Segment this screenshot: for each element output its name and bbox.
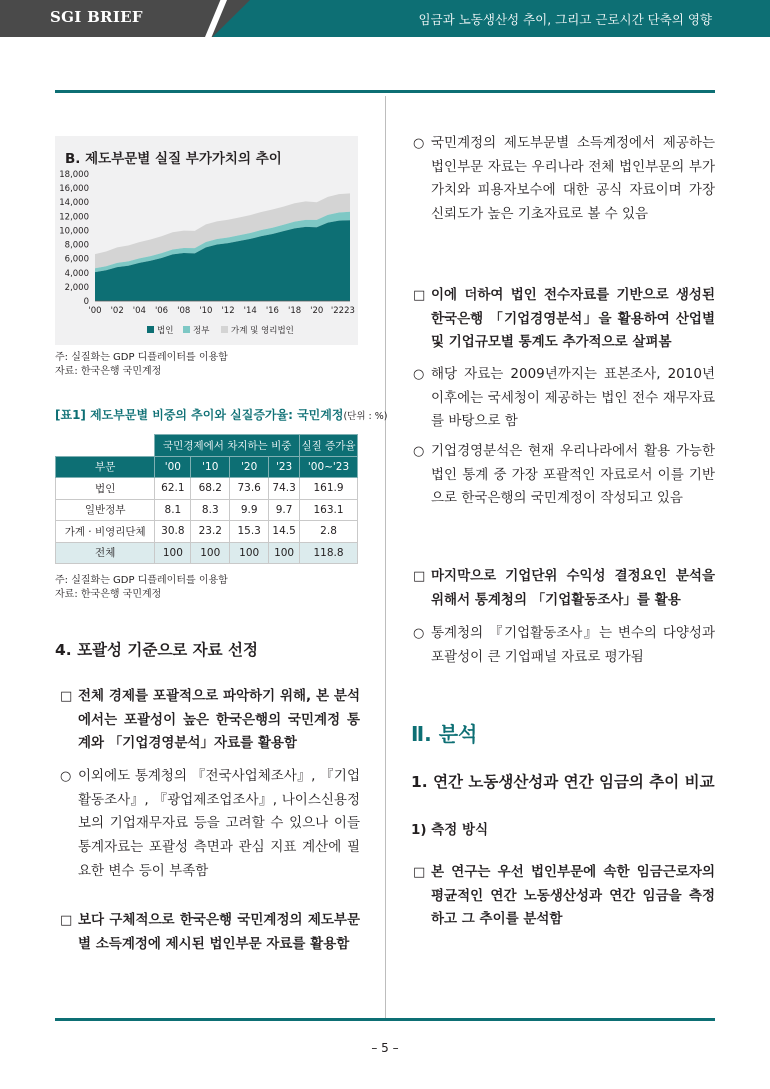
subsection-heading: 1) 측정 방식 [411,822,489,838]
table-cell: 100 [230,542,269,564]
top-rule [55,90,715,93]
table-cell: 100 [191,542,230,564]
legend-label: 법인 [157,326,174,336]
paragraph-text: 국민계정의 제도부문별 소득계정에서 제공하는 법인부문 자료는 우리나라 전체 법인부문의 부가가치와 피용자보수에 대한 공식 자료이며 가장 신뢰도가 높은 기초자료로 볼 수 있음 [431,135,715,223]
square-bullet-icon: □ [60,689,73,704]
square-bullet-icon: □ [413,569,426,584]
paragraph-text: 전체 경제를 포괄적으로 파악하기 위해, 본 분석에서는 포괄성이 높은 한국은행의 국민계정 통계와 「기업경영분석」자료를 활용함 [78,688,360,752]
table-cell: 74.3 [269,478,300,500]
table-title [55,406,388,423]
chapter-heading: Ⅱ. 분석 [411,722,478,746]
chart-title: B. 제도부문별 실질 부가가치의 추이 [65,151,282,167]
paragraph-circle [413,363,715,434]
table-col-header: '00 [155,456,191,478]
paragraph-square [60,685,360,756]
table-col-header: '23 [269,456,300,478]
table-cell: 100 [155,542,191,564]
table-col-header: '20 [230,456,269,478]
y-tick-label: 12,000 [59,212,89,223]
area-chart [55,136,358,345]
x-tick-label: '20 [310,306,324,316]
table-source-line: 자료: 한국은행 국민계정 [55,589,162,600]
section-heading-1: 1. 연간 노동생산성과 연간 임금의 추이 비교 [411,773,715,791]
brand-name: SGI BRIEF [50,8,143,26]
y-tick-label: 6,000 [64,254,89,265]
x-tick-label: '08 [177,306,191,316]
square-bullet-icon: □ [60,913,73,928]
chart-source-line: 자료: 한국은행 국민계정 [55,366,162,377]
paragraph-circle [60,765,360,884]
square-bullet-icon: □ [413,288,426,303]
paragraph-square [60,909,360,956]
table-title-text: [표1] 제도부문별 비중의 추이와 실질증가율: 국민계정 [55,408,344,422]
table-note [55,574,228,602]
paragraph-square [413,565,715,612]
legend-swatch [183,326,190,333]
table-cell: 62.1 [155,478,191,500]
x-tick-label: '2223 [330,306,355,316]
bottom-rule [55,1018,715,1021]
y-tick-label: 18,000 [59,170,89,180]
table-col-header: '10 [191,456,230,478]
y-tick-label: 2,000 [64,282,89,293]
table-group-header-row [56,435,358,457]
table-cell: 전체 [56,542,155,564]
table-col-header: 부문 [56,456,155,478]
x-tick-label: '16 [265,306,279,316]
legend-label: 가계 및 영리법인 [231,326,294,336]
circle-bullet-icon: ○ [413,367,425,382]
report-title: 임금과 노동생산성 추이, 그리고 근로시간 단축의 영향 [418,12,712,27]
table-cell: 법인 [56,478,155,500]
x-tick-label: '10 [199,306,213,316]
paragraph-text: 보다 구체적으로 한국은행 국민계정의 제도부문별 소득계정에 제시된 법인부문 자료를 활용함 [78,912,360,952]
table-blank-cell [56,435,155,457]
x-tick-label: '18 [287,306,302,316]
table-cell: 14.5 [269,521,300,543]
paragraph-text: 본 연구는 우선 법인부문에 속한 임금근로자의 평균적인 연간 노동생산성과 연간 임금을 측정하고 그 추이를 분석함 [431,864,715,928]
paragraph-square [413,284,715,355]
paragraph-circle [413,622,715,669]
table-note-line: 주: 실질화는 GDP 디플레이터를 이용함 [55,575,228,586]
table-cell: 161.9 [300,478,358,500]
table-row [56,521,358,543]
table-cell: 9.7 [269,499,300,521]
x-tick-label: '14 [243,306,257,316]
table-cell: 118.8 [300,542,358,564]
column-divider [385,96,386,1018]
x-tick-label: '00 [88,306,102,316]
table-col-header: '00~'23 [300,456,358,478]
table-cell: 163.1 [300,499,358,521]
x-tick-label: '06 [154,306,169,316]
paragraph-text: 통계청의 『기업활동조사』는 변수의 다양성과 포괄성이 큰 기업패널 자료로 평가됨 [431,625,715,665]
table-cell: 일반정부 [56,499,155,521]
circle-bullet-icon: ○ [60,769,72,784]
circle-bullet-icon: ○ [413,136,425,151]
table-cell: 가계 · 비영리단체 [56,521,155,543]
legend-swatch [147,326,154,333]
chart-note-line: 주: 실질화는 GDP 디플레이터를 이용함 [55,352,228,363]
x-tick-label: '12 [221,306,235,316]
table-total-row [56,542,358,564]
paragraph-circle [413,440,715,511]
section-heading-4: 4. 포괄성 기준으로 자료 선정 [55,641,258,659]
y-tick-label: 16,000 [59,184,89,195]
table-row [56,478,358,500]
legend-label: 정부 [193,326,210,336]
table-cell: 9.9 [230,499,269,521]
y-tick-label: 10,000 [59,226,89,237]
paragraph-text: 해당 자료는 2009년까지는 표본조사, 2010년 이후에는 국세청이 제공하는 법인 전수 재무자료를 바탕으로 함 [431,366,715,430]
circle-bullet-icon: ○ [413,626,425,641]
circle-bullet-icon: ○ [413,444,425,459]
y-tick-label: 8,000 [64,240,89,251]
table-group-header-growth: 실질 증가율 [300,435,358,457]
paragraph-text: 이에 더하여 법인 전수자료를 기반으로 생성된 한국은행 「기업경영분석」을 활용하여 산업별 및 기업규모별 통계도 추가적으로 살펴봄 [431,287,715,351]
y-tick-label: 4,000 [64,268,89,279]
y-tick-label: 14,000 [59,198,89,209]
paragraph-square [413,861,715,932]
table-cell: 100 [269,542,300,564]
table-cell: 73.6 [230,478,269,500]
table-cell: 2.8 [300,521,358,543]
y-tick-label: 0 [83,297,89,307]
chart-note [55,351,228,379]
legend-swatch [221,326,228,333]
table-cell: 23.2 [191,521,230,543]
table-cell: 15.3 [230,521,269,543]
table-cell: 68.2 [191,478,230,500]
square-bullet-icon: □ [413,865,426,880]
table-cell: 30.8 [155,521,191,543]
table-unit: (단위 : %) [343,411,388,422]
x-tick-label: '02 [110,306,124,316]
table-group-header-share: 국민경제에서 차지하는 비중 [155,435,300,457]
table-header-row [56,456,358,478]
table-row [56,499,358,521]
paragraph-text: 마지막으로 기업단위 수익성 결정요인 분석을 위해서 통계청의 「기업활동조사」를 활용 [431,568,715,608]
x-tick-label: '04 [132,306,146,316]
share-table [55,434,358,564]
page-number: – 5 – [371,1041,399,1055]
paragraph-text: 이외에도 통계청의 『전국사업체조사』, 『기업활동조사』, 『광업제조업조사』, 나이스신용정보의 기업재무자료 등을 고려할 수 있으나 이들 통계자료는 포괄성 측면과 관심 지표 계산에 필요한 변수 등이 부족함 [78,768,360,879]
table-cell: 8.1 [155,499,191,521]
paragraph-text: 기업경영분석은 현재 우리나라에서 활용 가능한 법인 통계 중 가장 포괄적인 자료로서 이를 기반으로 한국은행의 국민계정이 작성되고 있음 [431,443,715,507]
paragraph-circle [413,132,715,227]
table-cell: 8.3 [191,499,230,521]
